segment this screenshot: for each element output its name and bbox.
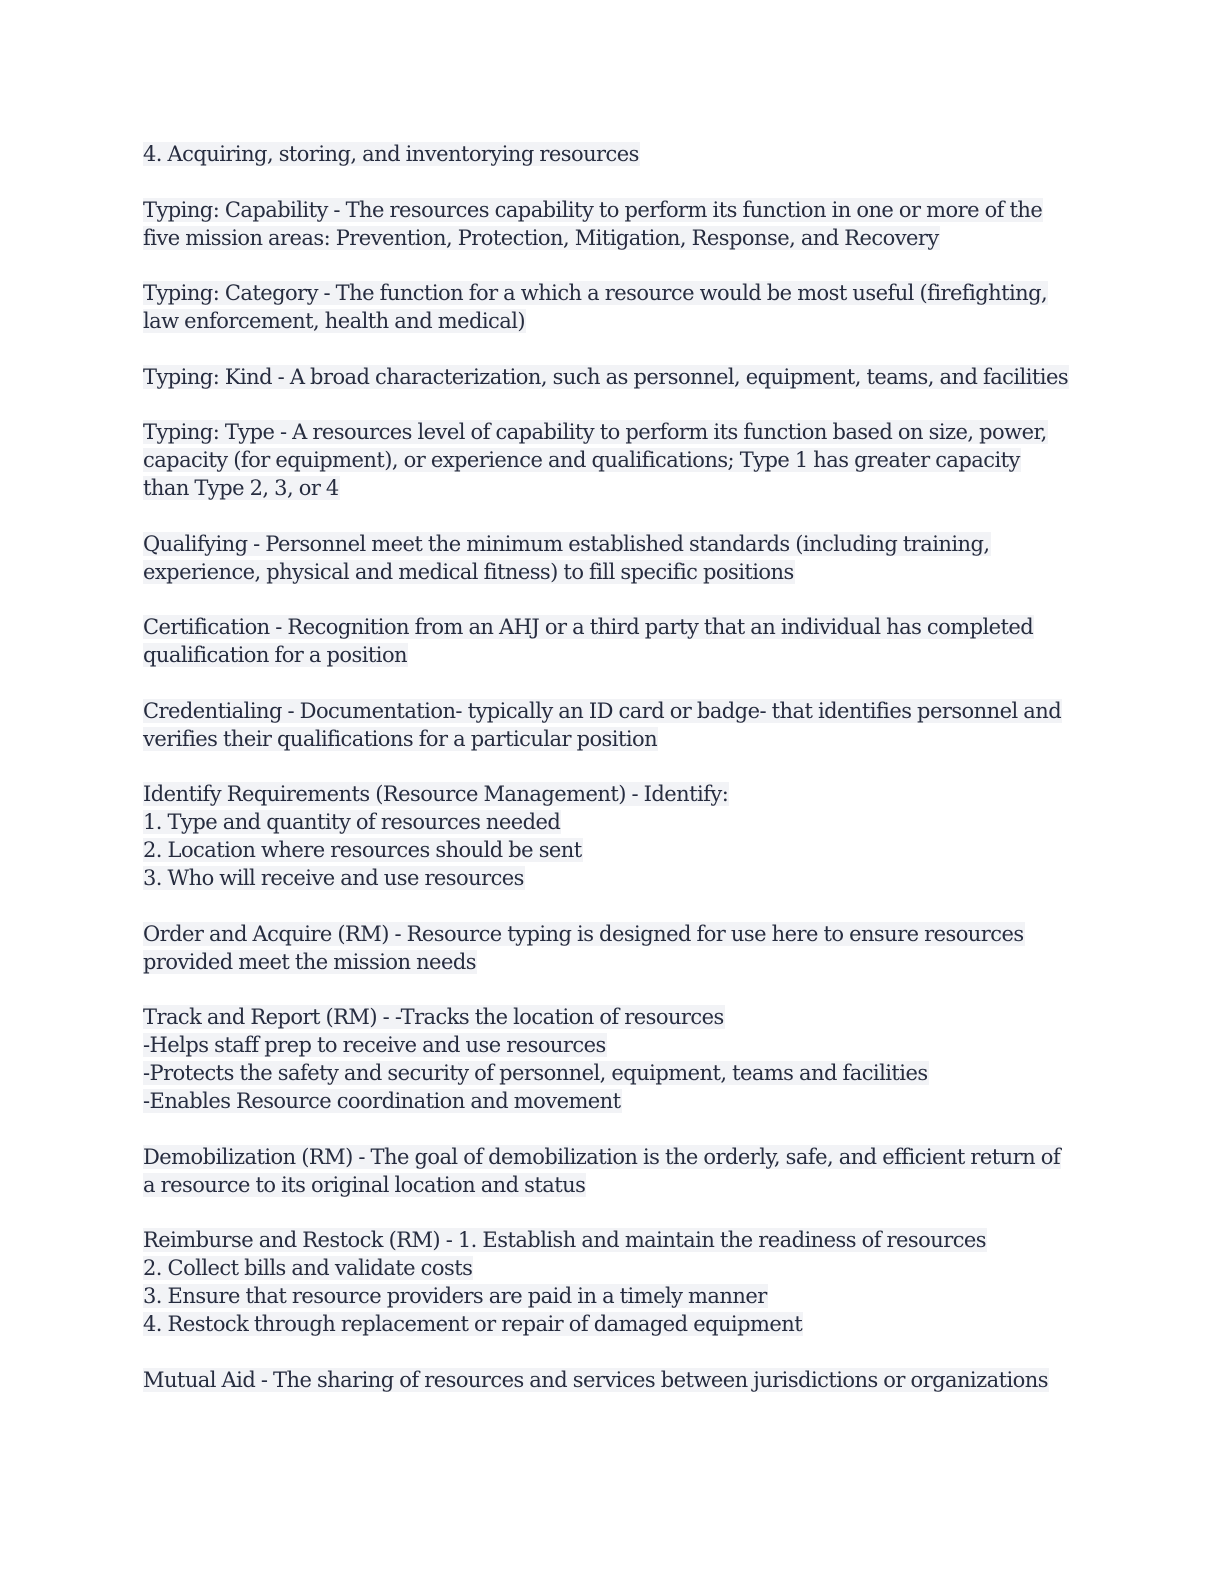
list-item: [143, 1087, 1083, 1115]
text-line-content: qualification for a position: [143, 643, 408, 667]
text-line-content: Typing: Capability - The resources capability to perform its function in one or more of the: [143, 197, 1043, 222]
text-line: [143, 530, 1083, 558]
text-line-content: Reimburse and Restock (RM) - 1. Establish and maintain the readiness of resources: [143, 1228, 987, 1252]
text-line-content: Track and Report (RM) - -Tracks the location of resources: [143, 1005, 724, 1029]
text-line-content: Credentialing - Documentation- typically an ID card or badge- that identifies personnel and: [143, 698, 1062, 723]
paragraph-track-report: [143, 1003, 1083, 1115]
text-line: [143, 224, 1083, 252]
text-line: [143, 474, 1083, 502]
text-line: [143, 780, 1083, 808]
text-line-content: -Enables Resource coordination and movement: [143, 1089, 621, 1113]
text-line: [143, 558, 1083, 586]
text-line: [143, 697, 1083, 725]
text-line-content: five mission areas: Prevention, Protection, Mitigation, Response, and Recovery: [143, 225, 939, 250]
document-page: [143, 140, 1083, 1421]
text-line: [143, 418, 1083, 446]
text-line: [143, 196, 1083, 224]
list-item: [143, 864, 1083, 892]
text-line: [143, 1143, 1083, 1171]
text-line-content: verifies their qualifications for a particular position: [143, 726, 658, 751]
text-line-content: 3. Ensure that resource providers are paid in a timely manner: [143, 1284, 767, 1308]
text-line-content: -Protects the safety and security of personnel, equipment, teams and facilities: [143, 1061, 928, 1085]
text-line-content: 2. Collect bills and validate costs: [143, 1256, 473, 1280]
text-line: [143, 1226, 1083, 1254]
text-line-content: Typing: Type - A resources level of capability to perform its function based on size, power,: [143, 420, 1047, 444]
list-item: [143, 1254, 1083, 1282]
list-item: [143, 1282, 1083, 1310]
paragraph-heading-acquiring: [143, 140, 1083, 168]
text-line-content: Typing: Category - The function for a which a resource would be most useful (firefighting,: [143, 281, 1048, 305]
text-line: [143, 920, 1083, 948]
text-line-content: provided meet the mission needs: [143, 949, 476, 974]
paragraph-order-acquire: [143, 920, 1083, 976]
list-item: [143, 808, 1083, 836]
text-line-content: 2. Location where resources should be sent: [143, 838, 582, 862]
text-line-content: -Helps staff prep to receive and use resources: [143, 1033, 606, 1057]
text-line-content: Order and Acquire (RM) - Resource typing is designed for use here to ensure resources: [143, 921, 1024, 946]
text-line: [143, 307, 1083, 335]
text-line-content: Demobilization (RM) - The goal of demobilization is the orderly, safe, and efficient return of: [143, 1144, 1061, 1169]
text-line: [143, 1171, 1083, 1199]
text-line-content: Identify Requirements (Resource Management) - Identify:: [143, 782, 729, 806]
text-line-content: capacity (for equipment), or experience and qualifications; Type 1 has greater capacity: [143, 448, 1020, 472]
text-line-content: Certification - Recognition from an AHJ or a third party that an individual has completed: [143, 615, 1034, 639]
text-line: [143, 613, 1083, 641]
text-line-content: Mutual Aid - The sharing of resources and services between jurisdictions or organizations: [143, 1367, 1048, 1392]
text-line-content: 3. Who will receive and use resources: [143, 866, 524, 890]
paragraph-qualifying: [143, 530, 1083, 586]
text-line: [143, 1366, 1083, 1394]
text-line: [143, 140, 1083, 168]
text-line: [143, 725, 1083, 753]
text-line: [143, 446, 1083, 474]
paragraph-mutual-aid: [143, 1366, 1083, 1394]
text-line-content: Typing: Kind - A broad characterization, such as personnel, equipment, teams, and facilities: [143, 364, 1069, 389]
paragraph-typing-type: [143, 418, 1083, 502]
text-line-content: 1. Type and quantity of resources needed: [143, 810, 561, 834]
text-line-content: 4. Acquiring, storing, and inventorying resources: [143, 142, 639, 166]
paragraph-typing-category: [143, 279, 1083, 335]
list-item: [143, 1310, 1083, 1338]
text-line: [143, 1003, 1083, 1031]
list-item: [143, 1059, 1083, 1087]
text-line-content: experience, physical and medical fitness) to fill specific positions: [143, 559, 794, 584]
text-line-content: 4. Restock through replacement or repair of damaged equipment: [143, 1312, 803, 1336]
list-item: [143, 836, 1083, 864]
text-line-content: than Type 2, 3, or 4: [143, 476, 339, 500]
text-line-content: law enforcement, health and medical): [143, 309, 526, 333]
paragraph-demobilization: [143, 1143, 1083, 1199]
paragraph-typing-capability: [143, 196, 1083, 252]
paragraph-certification: [143, 613, 1083, 669]
text-line-content: a resource to its original location and status: [143, 1172, 586, 1197]
text-line: [143, 363, 1083, 391]
text-line: [143, 948, 1083, 976]
text-line-content: Qualifying - Personnel meet the minimum established standards (including training,: [143, 531, 990, 556]
text-line: [143, 279, 1083, 307]
text-line: [143, 641, 1083, 669]
paragraph-typing-kind: [143, 363, 1083, 391]
list-item: [143, 1031, 1083, 1059]
paragraph-identify-requirements: [143, 780, 1083, 892]
paragraph-reimburse-restock: [143, 1226, 1083, 1338]
paragraph-credentialing: [143, 697, 1083, 753]
